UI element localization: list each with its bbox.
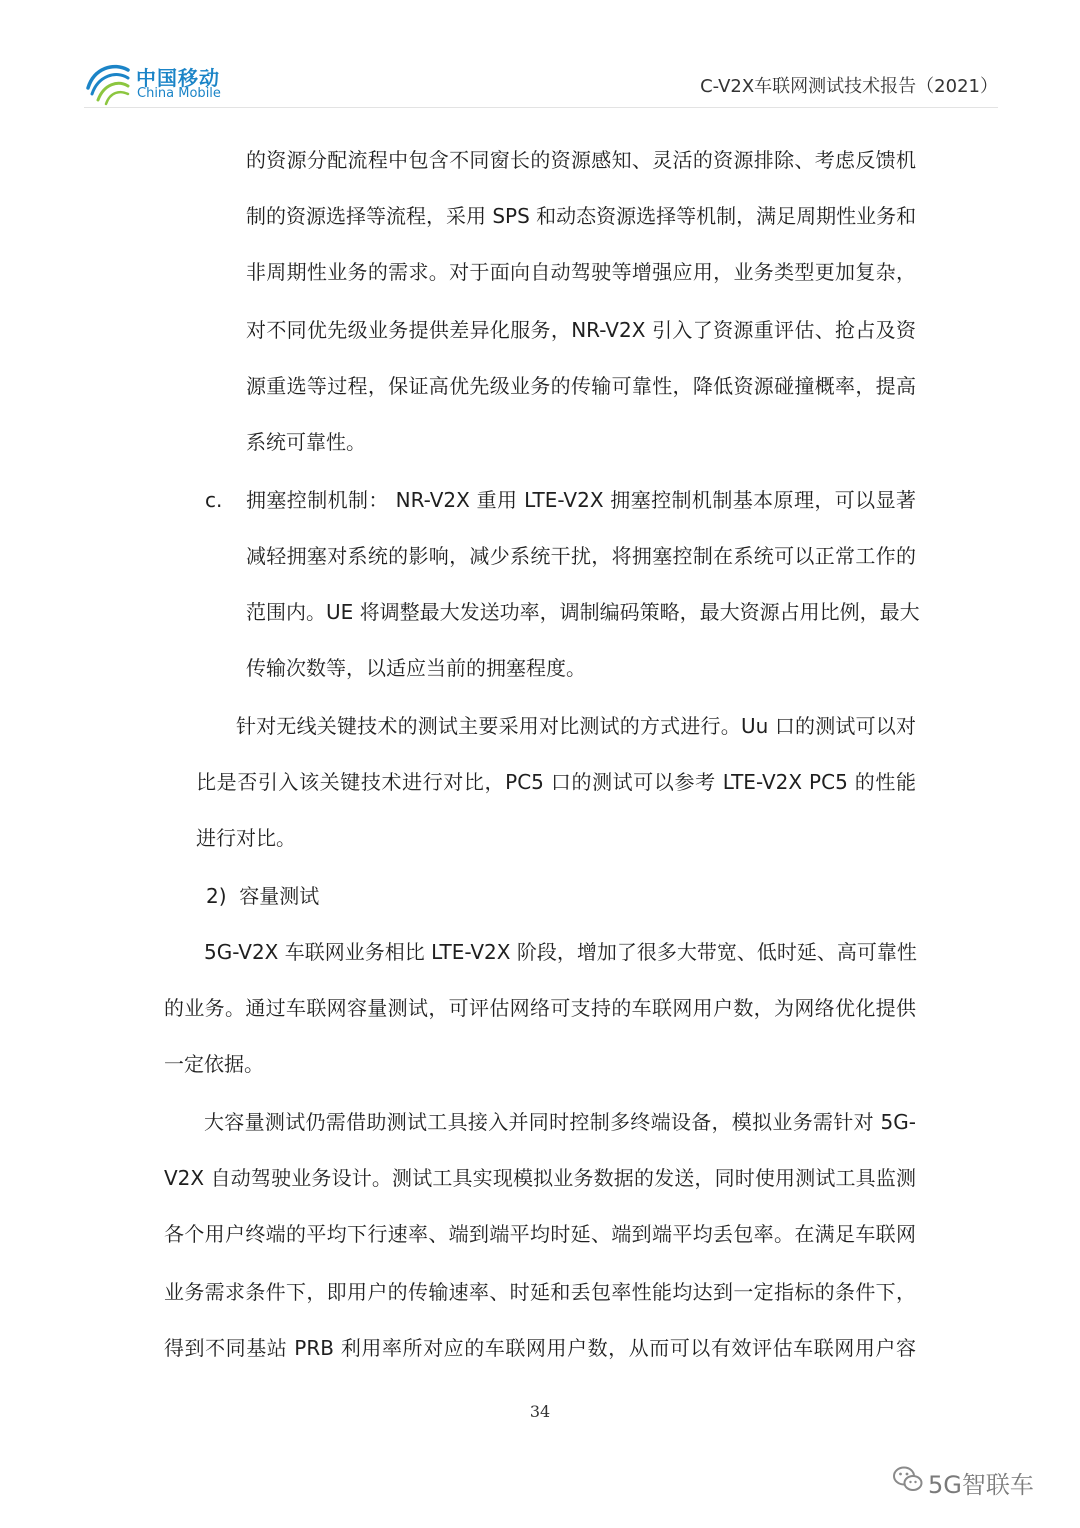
item-b-line-1: 的资源分配流程中包含不同窗长的资源感知、灵活的资源排除、考虑反馈机 [246,148,916,172]
page-header [0,0,1080,120]
para-large-line-5: 得到不同基站 PRB 利用率所对应的车联网用户数，从而可以有效评估车联网用户容 [164,1336,916,1360]
para-large-line-1: 大容量测试仍需借助测试工具接入并同时控制多终端设备，模拟业务需针对 5G- [204,1110,916,1134]
wechat-icon [892,1464,924,1494]
para-large-line-2: V2X 自动驾驶业务设计。测试工具实现模拟业务数据的发送，同时使用测试工具监测 [164,1166,916,1190]
item-b-line-2: 制的资源选择等流程，采用 SPS 和动态资源选择等机制，满足周期性业务和 [246,204,917,228]
item-c-marker: c. [205,488,223,512]
item-c-line-3: 范围内。UE 将调整最大发送功率，调制编码策略，最大资源占用比例，最大 [246,600,920,624]
item-b-line-3: 非周期性业务的需求。对于面向自动驾驶等增强应用，业务类型更加复杂， [246,260,916,284]
item-b-line-5: 源重选等过程，保证高优先级业务的传输可靠性，降低资源碰撞概率，提高 [246,374,916,398]
china-mobile-logo-icon [84,58,132,106]
para-large-line-3: 各个用户终端的平均下行速率、端到端平均时延、端到端平均丢包率。在满足车联网 [164,1222,916,1246]
para-capacity-line-3: 一定依据。 [164,1052,264,1076]
watermark [892,1462,1052,1498]
para-test-line-2: 比是否引入该关键技术进行对比，PC5 口的测试可以参考 LTE-V2X PC5 的性能 [196,770,916,794]
para-test-line-1: 针对无线关键技术的测试主要采用对比测试的方式进行。Uu 口的测试可以对 [236,714,916,738]
item-c-line-4: 传输次数等，以适应当前的拥塞程度。 [246,656,586,680]
document-title: C-V2X车联网测试技术报告（2021） [700,76,998,97]
page-number: 34 [529,1402,551,1421]
section-heading: 2) 容量测试 [206,884,320,908]
china-mobile-logo [84,58,234,108]
item-c-line-1: 拥塞控制机制： NR-V2X 重用 LTE-V2X 拥塞控制机制基本原理，可以显著 [246,488,916,512]
header-divider [84,107,998,108]
item-b-line-4: 对不同优先级业务提供差异化服务，NR-V2X 引入了资源重评估、抢占及资 [246,318,916,342]
para-large-line-4: 业务需求条件下，即用户的传输速率、时延和丢包率性能均达到一定指标的条件下， [164,1280,916,1304]
logo-cn-text: 中国移动 [136,66,220,90]
item-c-line-2: 减轻拥塞对系统的影响，减少系统干扰，将拥塞控制在系统可以正常工作的 [246,544,916,568]
logo-en-text: China Mobile [137,86,221,101]
para-capacity-line-2: 的业务。通过车联网容量测试，可评估网络可支持的车联网用户数，为网络优化提供 [164,996,916,1020]
para-capacity-line-1: 5G-V2X 车联网业务相比 LTE-V2X 阶段，增加了很多大带宽、低时延、高可靠性 [204,940,917,964]
watermark-text: 5G智联车 [928,1471,1034,1499]
para-test-line-3: 进行对比。 [196,826,296,850]
item-b-line-6: 系统可靠性。 [246,430,366,454]
